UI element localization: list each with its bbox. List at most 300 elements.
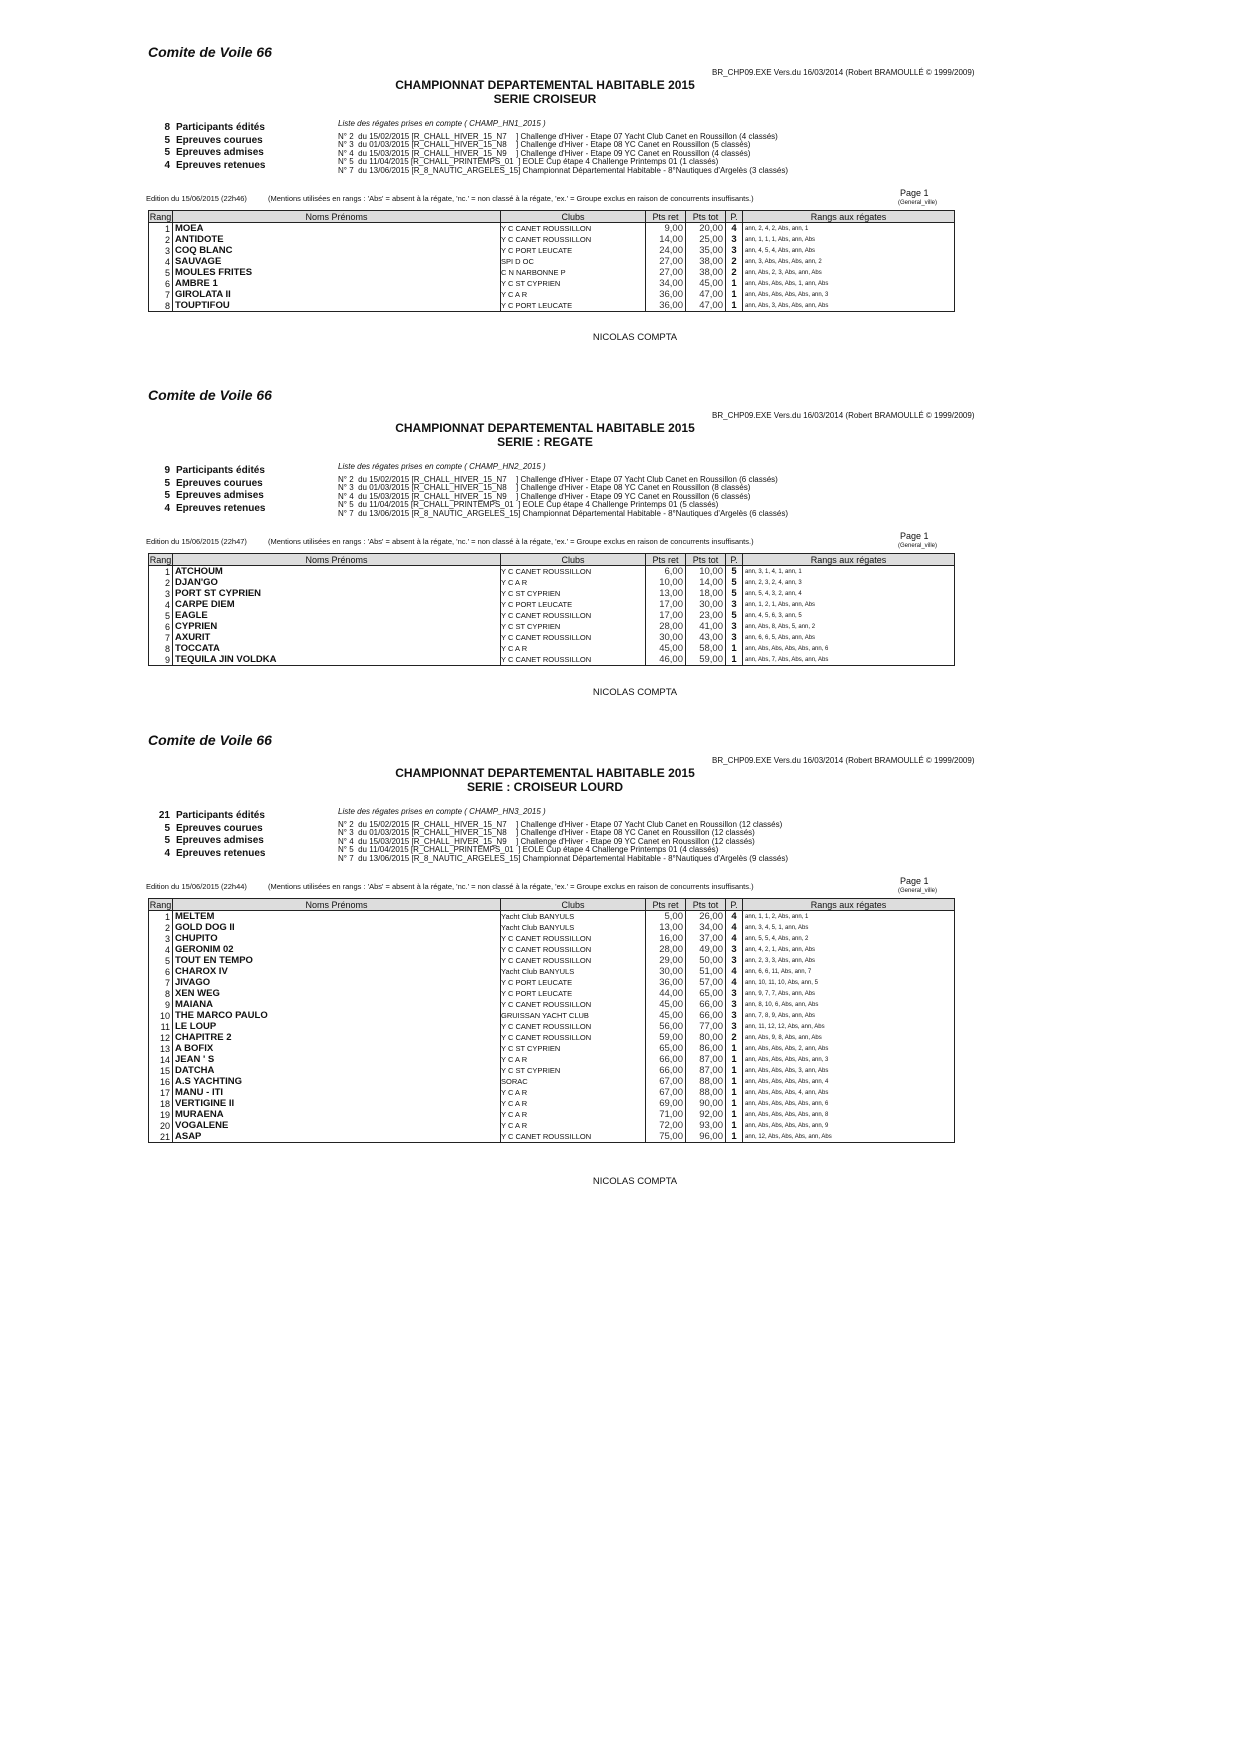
points-retained-cell: 27,00	[646, 256, 686, 267]
regatta-desc: ] Challenge d'Hiver - Etape 07 Yacht Club Canet en Roussillon (4 classés)	[516, 131, 778, 141]
points-total-cell: 87,00	[686, 1054, 726, 1065]
race-ranks-cell: ann, 7, 8, 9, Abs, ann, Abs	[743, 1010, 955, 1021]
signature: NICOLAS COMPTA	[592, 332, 678, 343]
rank-cell: 19	[149, 1109, 173, 1120]
rank-cell: 4	[149, 256, 173, 267]
regatta-ref: N° 2 du 15/02/2015 [R_CHALL_HIVER_15_N7	[338, 131, 507, 141]
table-row	[149, 234, 955, 245]
table-row	[149, 577, 955, 588]
participations-cell: 4	[726, 933, 743, 944]
ranking-table	[148, 553, 955, 666]
column-header: P.	[726, 554, 743, 566]
regatta-ref: N° 7 du 13/06/2015 [R_8_NAUTIC_ARGELES_15	[338, 165, 519, 175]
regatta-desc: ] Challenge d'Hiver - Etape 08 YC Canet en Roussillon (12 classés)	[516, 828, 755, 837]
participations-cell: 2	[726, 1032, 743, 1043]
table-row	[149, 610, 955, 621]
club-cell: Y C CANET ROUSSILLON	[501, 1021, 646, 1032]
points-total-cell: 25,00	[686, 234, 726, 245]
club-cell: SPI D OC	[501, 256, 646, 267]
rank-cell: 9	[149, 654, 173, 666]
regatta-desc: ] Challenge d'Hiver - Etape 07 Yacht Club Canet en Roussillon (6 classés)	[516, 474, 778, 484]
table-row	[149, 1065, 955, 1076]
rank-cell: 13	[149, 1043, 173, 1054]
table-row	[149, 245, 955, 256]
edition-date: Edition du 15/06/2015 (22h44)	[146, 882, 247, 891]
rank-cell: 3	[149, 588, 173, 599]
stat-value: 5	[164, 477, 170, 489]
column-header: Pts ret	[646, 211, 686, 223]
stat-value: 8	[164, 122, 170, 133]
points-total-cell: 58,00	[686, 643, 726, 654]
regatta-desc: ] EOLE Cup étape 4 Challenge Printemps 01 (4 classés)	[516, 845, 719, 854]
table-row	[149, 1043, 955, 1054]
table-row	[149, 654, 955, 666]
participations-cell: 1	[726, 1065, 743, 1076]
race-ranks-cell: ann, Abs, Abs, Abs, 4, ann, Abs	[743, 1087, 955, 1098]
participations-cell: 1	[726, 1054, 743, 1065]
stat-row	[156, 490, 266, 503]
name-cell: TEQUILA JIN VOLDKA	[173, 654, 501, 666]
summary-stats	[156, 810, 266, 860]
column-header: Noms Prénoms	[173, 211, 501, 223]
regatta-ref: N° 4 du 15/03/2015 [R_CHALL_HIVER_15_N9	[338, 148, 507, 158]
stat-value: 5	[164, 822, 170, 834]
stat-value: 5	[164, 835, 170, 846]
club-cell: Yacht Club BANYULS	[501, 922, 646, 933]
race-ranks-cell: ann, 11, 12, 12, Abs, ann, Abs	[743, 1021, 955, 1032]
name-cell: GOLD DOG II	[173, 922, 501, 933]
race-ranks-cell: ann, Abs, Abs, Abs, 2, ann, Abs	[743, 1043, 955, 1054]
name-cell: MELTEM	[173, 911, 501, 923]
regatta-list-title: Liste des régates prises en compte ( CHAMP_HN2_2015 )	[338, 462, 546, 471]
points-total-cell: 38,00	[686, 267, 726, 278]
participations-cell: 1	[726, 1120, 743, 1131]
edition-date: Edition du 15/06/2015 (22h46)	[146, 194, 247, 203]
table-row	[149, 911, 955, 923]
column-header: Pts tot	[686, 899, 726, 911]
stat-value: 4	[164, 847, 170, 859]
stat-value: 21	[158, 810, 170, 821]
column-header: Rangs aux régates	[743, 211, 955, 223]
stat-row	[156, 465, 266, 478]
participations-cell: 4	[726, 223, 743, 235]
name-cell: THE MARCO PAULO	[173, 1010, 501, 1021]
points-total-cell: 50,00	[686, 955, 726, 966]
table-row	[149, 1076, 955, 1087]
name-cell: MURAENA	[173, 1109, 501, 1120]
table-row	[149, 289, 955, 300]
rank-cell: 18	[149, 1098, 173, 1109]
points-total-cell: 43,00	[686, 632, 726, 643]
table-row	[149, 278, 955, 289]
name-cell: ATCHOUM	[173, 566, 501, 578]
points-retained-cell: 16,00	[646, 933, 686, 944]
summary-stats	[156, 122, 266, 172]
race-ranks-cell: ann, Abs, Abs, Abs, 1, ann, Abs	[743, 278, 955, 289]
column-header: Pts tot	[686, 211, 726, 223]
table-row	[149, 1109, 955, 1120]
table-row	[149, 1120, 955, 1131]
table-row	[149, 933, 955, 944]
points-total-cell: 41,00	[686, 621, 726, 632]
points-retained-cell: 13,00	[646, 588, 686, 599]
participations-cell: 4	[726, 966, 743, 977]
points-retained-cell: 59,00	[646, 1032, 686, 1043]
points-total-cell: 66,00	[686, 999, 726, 1010]
signature: NICOLAS COMPTA	[592, 1176, 678, 1187]
regatta-list-title: Liste des régates prises en compte ( CHAMP_HN1_2015 )	[338, 119, 546, 128]
participations-cell: 4	[726, 977, 743, 988]
race-ranks-cell: ann, 1, 1, 2, Abs, ann, 1	[743, 911, 955, 923]
points-retained-cell: 36,00	[646, 977, 686, 988]
regatta-desc: ] Championnat Départemental Habitable - 8°Nautiques d'Argelès (3 classés)	[516, 165, 788, 175]
stat-row	[156, 160, 266, 173]
points-total-cell: 45,00	[686, 278, 726, 289]
points-retained-cell: 44,00	[646, 988, 686, 999]
software-version: BR_CHP09.EXE Vers.du 16/03/2014 (Robert BRAMOULLÉ © 1999/2009)	[712, 756, 975, 765]
column-header: Noms Prénoms	[173, 899, 501, 911]
participations-cell: 3	[726, 632, 743, 643]
points-total-cell: 65,00	[686, 988, 726, 999]
race-ranks-cell: ann, 3, 4, 5, 1, ann, Abs	[743, 922, 955, 933]
points-total-cell: 47,00	[686, 300, 726, 312]
table-row	[149, 1010, 955, 1021]
points-total-cell: 37,00	[686, 933, 726, 944]
points-total-cell: 47,00	[686, 289, 726, 300]
points-retained-cell: 46,00	[646, 654, 686, 666]
regatta-ref: N° 5 du 11/04/2015 [R_CHALL_PRINTEMPS_01	[338, 157, 514, 166]
club-cell: GRUISSAN YACHT CLUB	[501, 1010, 646, 1021]
points-retained-cell: 6,00	[646, 566, 686, 578]
column-header: P.	[726, 899, 743, 911]
regatta-desc: ] EOLE Cup étape 4 Challenge Printemps 01 (1 classés)	[516, 157, 719, 166]
participations-cell: 3	[726, 988, 743, 999]
race-ranks-cell: ann, Abs, Abs, Abs, Abs, ann, 6	[743, 643, 955, 654]
club-cell: Yacht Club BANYULS	[501, 911, 646, 923]
race-ranks-cell: ann, 5, 4, 3, 2, ann, 4	[743, 588, 955, 599]
table-row	[149, 621, 955, 632]
name-cell: SAUVAGE	[173, 256, 501, 267]
regatta-list	[338, 463, 788, 518]
race-ranks-cell: ann, 5, 5, 4, Abs, ann, 2	[743, 933, 955, 944]
stat-value: 5	[164, 147, 170, 158]
regatta-ref: N° 2 du 15/02/2015 [R_CHALL_HIVER_15_N7	[338, 819, 507, 829]
points-retained-cell: 66,00	[646, 1065, 686, 1076]
race-ranks-cell: ann, Abs, Abs, Abs, Abs, ann, 9	[743, 1120, 955, 1131]
name-cell: TOUT EN TEMPO	[173, 955, 501, 966]
points-retained-cell: 75,00	[646, 1131, 686, 1143]
name-cell: DATCHA	[173, 1065, 501, 1076]
points-total-cell: 34,00	[686, 922, 726, 933]
participations-cell: 4	[726, 922, 743, 933]
stat-label: Epreuves courues	[176, 134, 263, 146]
club-cell: Y C CANET ROUSSILLON	[501, 566, 646, 578]
stat-value: 5	[164, 134, 170, 146]
stat-value: 4	[164, 502, 170, 514]
stat-value: 5	[164, 490, 170, 501]
rank-cell: 1	[149, 911, 173, 923]
club-cell: Y C CANET ROUSSILLON	[501, 933, 646, 944]
points-total-cell: 96,00	[686, 1131, 726, 1143]
points-total-cell: 38,00	[686, 256, 726, 267]
rank-cell: 6	[149, 966, 173, 977]
table-row	[149, 256, 955, 267]
race-ranks-cell: ann, Abs, Abs, Abs, Abs, ann, 4	[743, 1076, 955, 1087]
regatta-ref: N° 7 du 13/06/2015 [R_8_NAUTIC_ARGELES_15	[338, 508, 519, 518]
name-cell: CHAROX IV	[173, 966, 501, 977]
participations-cell: 3	[726, 955, 743, 966]
column-header: Rang	[149, 899, 172, 910]
race-ranks-cell: ann, Abs, 7, Abs, Abs, ann, Abs	[743, 654, 955, 666]
club-cell: Y C ST CYPRIEN	[501, 621, 646, 632]
race-ranks-cell: ann, Abs, Abs, Abs, 3, ann, Abs	[743, 1065, 955, 1076]
name-cell: MAIANA	[173, 999, 501, 1010]
points-retained-cell: 9,00	[646, 223, 686, 235]
table-row	[149, 1054, 955, 1065]
club-cell: Y C ST CYPRIEN	[501, 278, 646, 289]
software-version: BR_CHP09.EXE Vers.du 16/03/2014 (Robert BRAMOULLÉ © 1999/2009)	[712, 411, 975, 420]
page-sort: (General_ville)	[898, 200, 938, 206]
club-cell: Y C CANET ROUSSILLON	[501, 944, 646, 955]
rank-cell: 1	[149, 223, 173, 235]
club-cell: Y C A R	[501, 643, 646, 654]
rank-cell: 8	[149, 988, 173, 999]
participations-cell: 5	[726, 566, 743, 578]
table-header-row	[149, 554, 955, 566]
race-ranks-cell: ann, Abs, Abs, Abs, Abs, ann, 6	[743, 1098, 955, 1109]
stat-label: Epreuves retenues	[176, 159, 266, 171]
club-cell: Y C CANET ROUSSILLON	[501, 610, 646, 621]
points-retained-cell: 28,00	[646, 944, 686, 955]
points-retained-cell: 30,00	[646, 632, 686, 643]
points-total-cell: 49,00	[686, 944, 726, 955]
points-retained-cell: 67,00	[646, 1076, 686, 1087]
rank-cell: 4	[149, 599, 173, 610]
name-cell: ASAP	[173, 1131, 501, 1143]
race-ranks-cell: ann, 4, 5, 4, Abs, ann, Abs	[743, 245, 955, 256]
points-retained-cell: 72,00	[646, 1120, 686, 1131]
points-total-cell: 57,00	[686, 977, 726, 988]
club-cell: Y C A R	[501, 1087, 646, 1098]
race-ranks-cell: ann, 9, 7, 7, Abs, ann, Abs	[743, 988, 955, 999]
regatta-desc: ] Challenge d'Hiver - Etape 09 YC Canet en Roussillon (12 classés)	[516, 836, 755, 846]
stat-row	[156, 835, 266, 848]
name-cell: MANU - ITI	[173, 1087, 501, 1098]
ranking-table	[148, 210, 955, 312]
table-row	[149, 599, 955, 610]
regatta-ref: N° 4 du 15/03/2015 [R_CHALL_HIVER_15_N9	[338, 491, 507, 501]
mentions-legend: (Mentions utilisées en rangs : 'Abs' = absent à la régate, 'nc.' = non classé à la régate, 'ex.' = Groupe exclus en raison de concurrents insuffisants.)	[268, 882, 754, 891]
race-ranks-cell: ann, Abs, Abs, Abs, Abs, ann, 3	[743, 1054, 955, 1065]
rank-cell: 7	[149, 977, 173, 988]
points-retained-cell: 17,00	[646, 610, 686, 621]
page-sort: (General_ville)	[898, 543, 938, 549]
table-header-row	[149, 899, 955, 911]
rank-cell: 3	[149, 933, 173, 944]
points-total-cell: 66,00	[686, 1010, 726, 1021]
points-total-cell: 10,00	[686, 566, 726, 578]
points-total-cell: 88,00	[686, 1087, 726, 1098]
points-retained-cell: 36,00	[646, 289, 686, 300]
points-retained-cell: 10,00	[646, 577, 686, 588]
points-total-cell: 93,00	[686, 1120, 726, 1131]
club-cell: Y C PORT LEUCATE	[501, 300, 646, 312]
results-section	[0, 728, 1239, 1187]
stat-label: Epreuves retenues	[176, 502, 266, 514]
points-retained-cell: 69,00	[646, 1098, 686, 1109]
table-row	[149, 955, 955, 966]
race-ranks-cell: ann, 3, 1, 4, 1, ann, 1	[743, 566, 955, 578]
points-total-cell: 23,00	[686, 610, 726, 621]
championship-name: CHAMPIONNAT DEPARTEMENTAL HABITABLE 2015	[395, 766, 695, 780]
rank-cell: 2	[149, 922, 173, 933]
rank-cell: 8	[149, 643, 173, 654]
participations-cell: 1	[726, 1098, 743, 1109]
table-row	[149, 966, 955, 977]
club-cell: Yacht Club BANYULS	[501, 966, 646, 977]
stat-label: Epreuves admises	[176, 147, 264, 158]
championship-name: CHAMPIONNAT DEPARTEMENTAL HABITABLE 2015	[395, 78, 695, 92]
organization-name: Comite de Voile 66	[148, 387, 272, 403]
name-cell: CHUPITO	[173, 933, 501, 944]
column-header: Rangs aux régates	[743, 899, 955, 911]
name-cell: GERONIM 02	[173, 944, 501, 955]
column-header: Clubs	[501, 899, 646, 911]
participations-cell: 1	[726, 289, 743, 300]
name-cell: VOGALENE	[173, 1120, 501, 1131]
race-ranks-cell: ann, 8, 10, 6, Abs, ann, Abs	[743, 999, 955, 1010]
name-cell: A BOFIX	[173, 1043, 501, 1054]
club-cell: Y C PORT LEUCATE	[501, 245, 646, 256]
participations-cell: 3	[726, 621, 743, 632]
participations-cell: 3	[726, 245, 743, 256]
stat-row	[156, 810, 266, 823]
rank-cell: 6	[149, 621, 173, 632]
stat-row	[156, 503, 266, 516]
results-section	[0, 40, 1239, 380]
participations-cell: 1	[726, 1131, 743, 1143]
regatta-ref: N° 7 du 13/06/2015 [R_8_NAUTIC_ARGELES_15	[338, 853, 519, 863]
championship-title	[340, 78, 750, 106]
club-cell: Y C ST CYPRIEN	[501, 1065, 646, 1076]
rank-cell: 2	[149, 234, 173, 245]
club-cell: Y C A R	[501, 1120, 646, 1131]
race-ranks-cell: ann, 4, 2, 1, Abs, ann, Abs	[743, 944, 955, 955]
name-cell: PORT ST CYPRIEN	[173, 588, 501, 599]
club-cell: Y C A R	[501, 289, 646, 300]
regatta-desc: ] Challenge d'Hiver - Etape 09 YC Canet en Roussillon (6 classés)	[516, 491, 751, 501]
rank-cell: 16	[149, 1076, 173, 1087]
name-cell: AMBRE 1	[173, 278, 501, 289]
table-row	[149, 267, 955, 278]
page-number: Page 1	[900, 531, 929, 541]
race-ranks-cell: ann, 2, 3, 2, 4, ann, 3	[743, 577, 955, 588]
club-cell: Y C PORT LEUCATE	[501, 977, 646, 988]
points-retained-cell: 27,00	[646, 267, 686, 278]
column-header: Pts ret	[646, 899, 686, 911]
column-header: Clubs	[501, 554, 646, 566]
regatta-item	[338, 167, 788, 176]
rank-cell: 15	[149, 1065, 173, 1076]
club-cell: C N NARBONNE P	[501, 267, 646, 278]
name-cell: GIROLATA II	[173, 289, 501, 300]
rank-cell: 3	[149, 245, 173, 256]
race-ranks-cell: ann, 1, 2, 1, Abs, ann, Abs	[743, 599, 955, 610]
points-retained-cell: 5,00	[646, 911, 686, 923]
points-total-cell: 88,00	[686, 1076, 726, 1087]
regatta-desc: ] Challenge d'Hiver - Etape 09 YC Canet en Roussillon (4 classés)	[516, 148, 751, 158]
regatta-ref: N° 5 du 11/04/2015 [R_CHALL_PRINTEMPS_01	[338, 500, 514, 509]
points-total-cell: 26,00	[686, 911, 726, 923]
regatta-desc: ] Challenge d'Hiver - Etape 07 Yacht Club Canet en Roussillon (12 classés)	[516, 819, 783, 829]
stat-row	[156, 122, 266, 135]
regatta-item	[338, 510, 788, 519]
club-cell: Y C CANET ROUSSILLON	[501, 223, 646, 235]
club-cell: Y C A R	[501, 577, 646, 588]
points-total-cell: 87,00	[686, 1065, 726, 1076]
name-cell: COQ BLANC	[173, 245, 501, 256]
stat-value: 4	[164, 159, 170, 171]
regatta-item	[338, 855, 788, 864]
participations-cell: 5	[726, 610, 743, 621]
points-total-cell: 80,00	[686, 1032, 726, 1043]
regatta-ref: N° 2 du 15/02/2015 [R_CHALL_HIVER_15_N7	[338, 474, 507, 484]
name-cell: CHAPITRE 2	[173, 1032, 501, 1043]
participations-cell: 1	[726, 1087, 743, 1098]
participations-cell: 5	[726, 588, 743, 599]
club-cell: SORAC	[501, 1076, 646, 1087]
name-cell: JIVAGO	[173, 977, 501, 988]
participations-cell: 1	[726, 1109, 743, 1120]
points-retained-cell: 17,00	[646, 599, 686, 610]
table-row	[149, 977, 955, 988]
race-ranks-cell: ann, Abs, 8, Abs, 5, ann, 2	[743, 621, 955, 632]
regatta-list-title: Liste des régates prises en compte ( CHAMP_HN3_2015 )	[338, 807, 546, 816]
participations-cell: 3	[726, 1010, 743, 1021]
participations-cell: 3	[726, 234, 743, 245]
points-retained-cell: 71,00	[646, 1109, 686, 1120]
points-total-cell: 14,00	[686, 577, 726, 588]
column-header: P.	[726, 211, 743, 223]
series-name: SERIE : CROISEUR LOURD	[466, 780, 623, 794]
club-cell: Y C A R	[501, 1109, 646, 1120]
stat-label: Participants édités	[176, 122, 265, 133]
page-number: Page 1	[900, 188, 929, 198]
rank-cell: 14	[149, 1054, 173, 1065]
points-retained-cell: 14,00	[646, 234, 686, 245]
rank-cell: 11	[149, 1021, 173, 1032]
participations-cell: 1	[726, 643, 743, 654]
points-total-cell: 20,00	[686, 223, 726, 235]
mentions-legend: (Mentions utilisées en rangs : 'Abs' = absent à la régate, 'nc.' = non classé à la régate, 'ex.' = Groupe exclus en raison de concurrents insuffisants.)	[268, 537, 754, 546]
table-row	[149, 588, 955, 599]
regatta-ref: N° 3 du 01/03/2015 [R_CHALL_HIVER_15_N8	[338, 828, 507, 837]
regatta-desc: ] Challenge d'Hiver - Etape 08 YC Canet en Roussillon (5 classés)	[516, 140, 751, 149]
table-row	[149, 632, 955, 643]
points-retained-cell: 45,00	[646, 643, 686, 654]
table-row	[149, 1087, 955, 1098]
points-total-cell: 35,00	[686, 245, 726, 256]
table-row	[149, 300, 955, 312]
points-retained-cell: 36,00	[646, 300, 686, 312]
name-cell: CYPRIEN	[173, 621, 501, 632]
race-ranks-cell: ann, 1, 1, 1, Abs, ann, Abs	[743, 234, 955, 245]
name-cell: TOCCATA	[173, 643, 501, 654]
club-cell: Y C CANET ROUSSILLON	[501, 955, 646, 966]
club-cell: Y C CANET ROUSSILLON	[501, 632, 646, 643]
column-header: Noms Prénoms	[173, 554, 501, 566]
rank-cell: 10	[149, 1010, 173, 1021]
